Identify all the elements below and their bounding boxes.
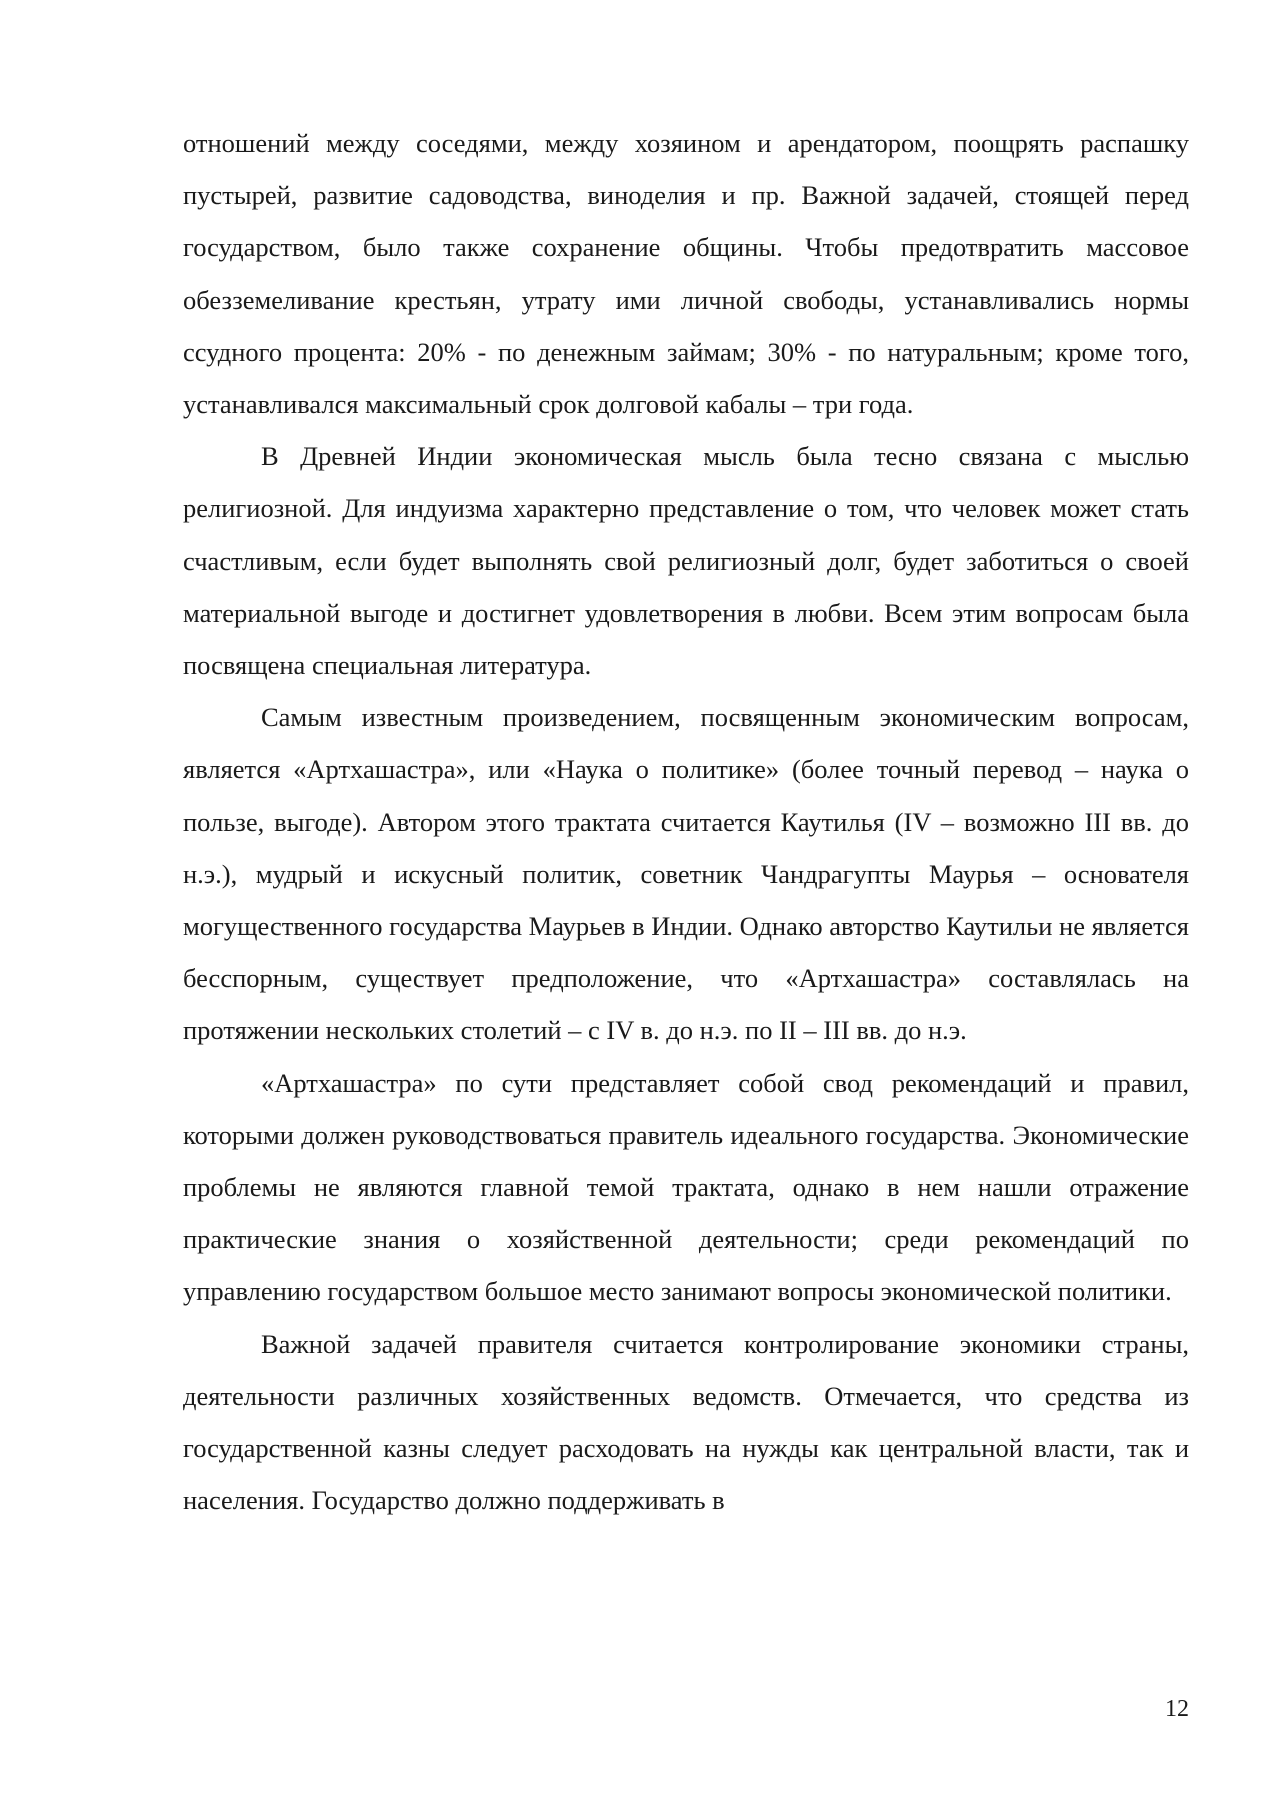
document-page — [183, 117, 1189, 1526]
paragraph-4: «Артхашастра» по сути представляет собой свод рекомендаций и правил, которыми должен руководствоваться правитель идеального государства. Экономические проблемы не являются главной темой трактата, однако в нем нашли отражение практические знания о хозяйственной деятельности; среди рекомендаций по управлению государством большое место занимают вопросы экономической политики. — [183, 1067, 1189, 1307]
paragraph-3: Самым известным произведением, посвященным экономическим вопросам, является «Артхашастра», или «Наука о политике» (более точный перевод – наука о пользе, выгоде). Автором этого трактата считается Каутилья (IV – возможно III вв. до н.э.), мудрый и искусный политик, советник Чандрагупты Маурья – основателя могущественного государства Маурьев в Индии. Однако авторство Каутильи не является бесспорным, существует предположение, что «Артхашастра» составлялась на протяжении нескольких столетий – с IV в. до н.э. по II – III вв. до н.э. — [183, 702, 1189, 1046]
page-number: 12 — [1165, 1696, 1189, 1722]
paragraph-2: В Древней Индии экономическая мысль была тесно связана с мыслью религиозной. Для индуизма характерно представление о том, что человек может стать счастливым, если будет выполнять свой религиозный долг, будет заботиться о своей материальной выгоде и достигнет удовлетворения в любви. Всем этим вопросам была посвящена специальная литература. — [183, 441, 1189, 681]
paragraph-5: Важной задачей правителя считается контролирование экономики страны, деятельности различных хозяйственных ведомств. Отмечается, что средства из государственной казны следует расходовать на нужды как центральной власти, так и населения. Государство должно поддерживать в — [183, 1328, 1189, 1516]
paragraph-1: отношений между соседями, между хозяином и арендатором, поощрять распашку пустырей, развитие садоводства, виноделия и пр. Важной задачей, стоящей перед государством, было также сохранение общины. Чтобы предотвратить массовое обезземеливание крестьян, утрату ими личной свободы, устанавливались нормы ссудного процента: 20% - по денежным займам; 30% - по натуральным; кроме того, устанавливался максимальный срок долговой кабалы – три года. — [183, 128, 1189, 420]
